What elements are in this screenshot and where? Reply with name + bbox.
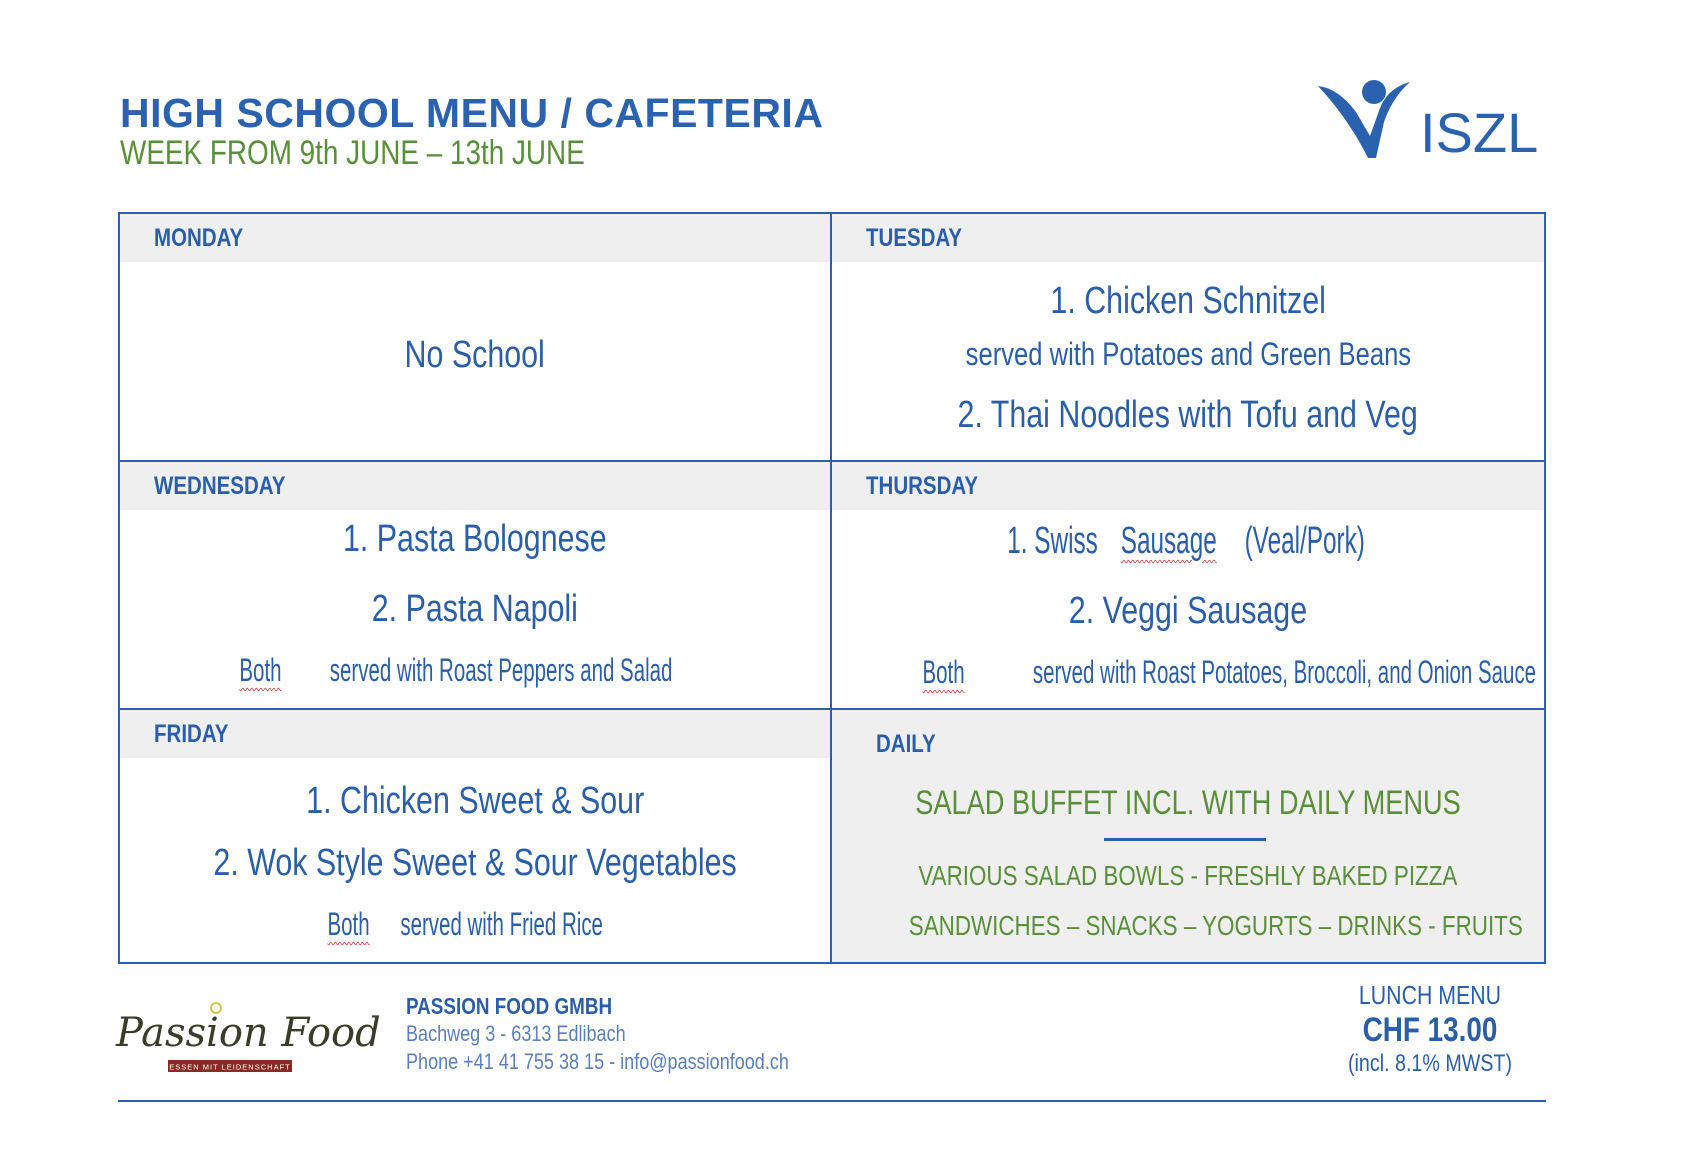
iszl-logo	[1318, 78, 1538, 168]
daily-divider	[1104, 838, 1266, 841]
passion-food-tagline: ESSEN MIT LEIDENSCHAFT	[169, 1062, 291, 1072]
iszl-logo-text: ISZL	[1420, 101, 1539, 164]
day-label-daily: DAILY	[876, 729, 936, 758]
menu-grid	[118, 212, 1546, 964]
tuesday-dish-1: 1. Chicken Schnitzel	[1050, 280, 1326, 322]
thursday-dish-1: 1. SwissSausage(Veal/Pork)	[1007, 520, 1365, 562]
company-info	[406, 993, 873, 1077]
thursday-header	[832, 462, 1544, 510]
friday-side: Bothserved with Fried Rice	[327, 906, 603, 942]
wednesday-header	[120, 462, 830, 510]
day-label-thursday: THURSDAY	[866, 471, 979, 500]
wednesday-cell	[120, 462, 832, 710]
wednesday-side: Bothserved with Roast Peppers and Salad	[239, 652, 673, 688]
day-label-friday: FRIDAY	[154, 719, 229, 748]
tuesday-header	[832, 214, 1544, 262]
passion-food-logo-text: Passion Food	[116, 1010, 381, 1056]
company-contact: Phone +41 41 755 38 15 - info@passionfood.ch	[406, 1049, 789, 1074]
wednesday-dish-2: 2. Pasta Napoli	[371, 588, 579, 630]
friday-dish-2: 2. Wok Style Sweet & Sour Vegetables	[213, 842, 737, 884]
page-title: HIGH SCHOOL MENU / CAFETERIA	[120, 90, 824, 136]
thursday-dish-2: 2. Veggi Sausage	[1068, 590, 1308, 632]
company-address: Bachweg 3 - 6313 Edlibach	[406, 1021, 626, 1046]
passion-food-logo	[112, 996, 381, 1086]
daily-line-1: VARIOUS SALAD BOWLS - FRESHLY BAKED PIZZA	[918, 860, 1458, 891]
wednesday-dish-1: 1. Pasta Bolognese	[343, 518, 607, 560]
monday-header	[120, 214, 830, 262]
footer-divider	[118, 1100, 1546, 1102]
tuesday-dish-2: 2. Thai Noodles with Tofu and Veg	[957, 394, 1419, 436]
daily-header	[832, 720, 1544, 768]
tuesday-cell	[832, 214, 1544, 462]
thursday-cell	[832, 462, 1544, 710]
daily-cell	[832, 710, 1544, 962]
day-label-monday: MONDAY	[154, 223, 244, 252]
price-box	[1320, 980, 1540, 1078]
friday-cell	[120, 710, 832, 962]
tuesday-dish-1-side: served with Potatoes and Green Beans	[965, 336, 1411, 372]
daily-headline: SALAD BUFFET INCL. WITH DAILY MENUS	[915, 784, 1461, 822]
day-label-wednesday: WEDNESDAY	[154, 471, 286, 500]
monday-text: No School	[404, 334, 546, 376]
friday-header	[120, 710, 830, 758]
price-value: CHF 13.00	[1362, 1011, 1498, 1049]
price-label: LUNCH MENU	[1358, 980, 1502, 1010]
day-label-tuesday: TUESDAY	[866, 223, 963, 252]
friday-dish-1: 1. Chicken Sweet & Sour	[306, 780, 644, 822]
company-name: PASSION FOOD GMBH	[406, 993, 613, 1019]
week-subtitle: WEEK FROM 9th JUNE – 13th JUNE	[120, 134, 585, 172]
daily-line-2: SANDWICHES – SNACKS – YOGURTS – DRINKS - FRUITS	[908, 910, 1523, 941]
thursday-side: Bothserved with Roast Potatoes, Broccoli, and Onion Sauce	[922, 654, 1536, 690]
monday-cell	[120, 214, 832, 462]
price-note: (incl. 8.1% MWST)	[1347, 1050, 1512, 1077]
